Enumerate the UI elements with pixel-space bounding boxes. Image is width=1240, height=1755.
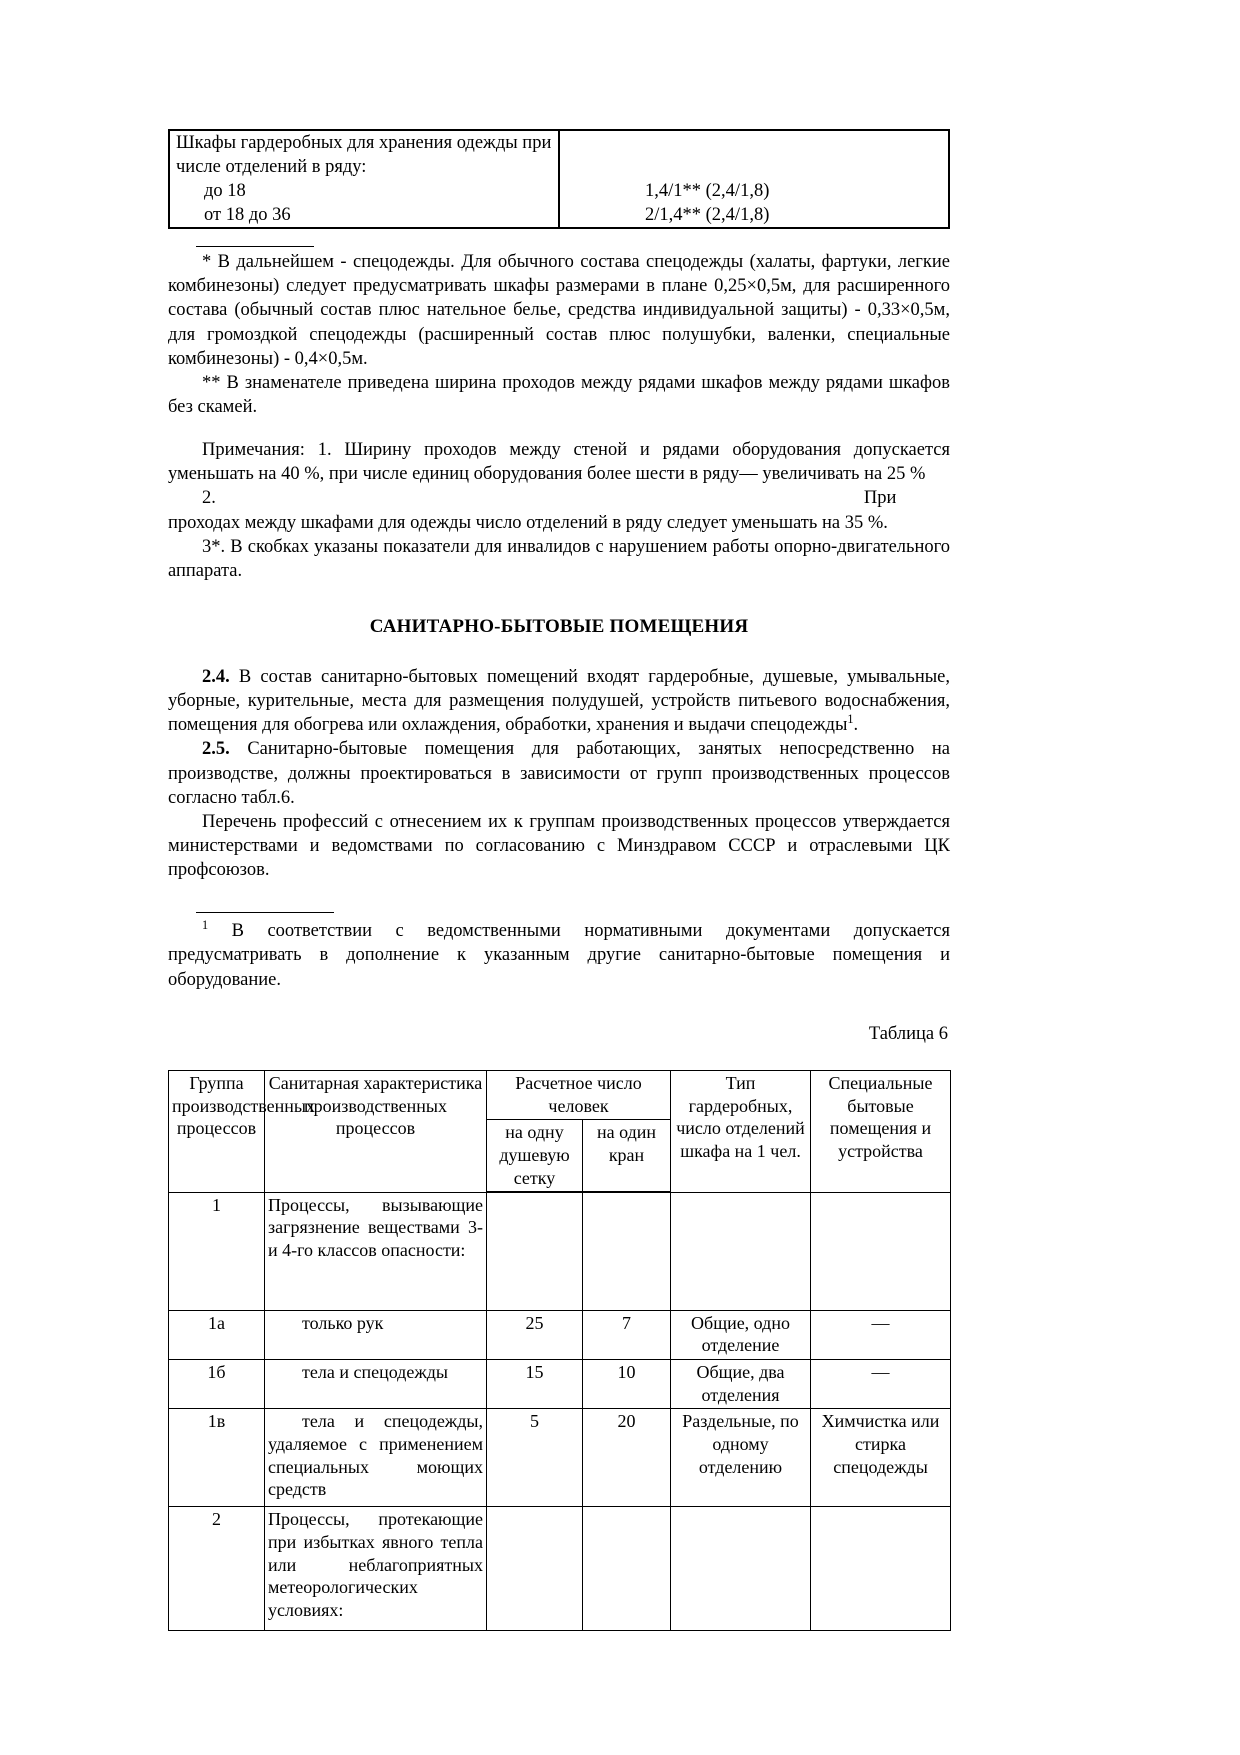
spacer — [168, 419, 950, 438]
clause-2-4-end: . — [853, 715, 859, 736]
header-shower: на одну душевую сетку — [487, 1120, 583, 1193]
cell-shower: 25 — [487, 1310, 583, 1359]
wardrobe-value-cell — [559, 130, 949, 179]
footnote-single-star: * В дальнейшем - спецодежды. Для обычного состава спецодежды (халаты, фартуки, легкие комбинезоны) следует предусматривать шкафы размерами в плане 0,25×0,5м, для расширенного состава (обычный состав плюс нательное белье, средства индивидуальной защиты) - 0,33×0,5м, для громоздкой спецодежды (расширенный состав плюс полушубки, валенки, специальные комбинезоны) - 0,4×0,5м. — [168, 252, 950, 369]
cell-special — [811, 1507, 951, 1631]
table6 — [168, 1070, 951, 1632]
table-row — [169, 1192, 951, 1310]
table-row — [169, 1409, 951, 1507]
cell-tap: 7 — [583, 1310, 671, 1359]
table-row — [169, 203, 949, 228]
header-characteristic: Санитарная характеристика производственных процессов — [265, 1070, 487, 1192]
table6-wrapper — [168, 1070, 950, 1632]
page-content — [168, 0, 950, 1631]
cell-wardrobe-type — [671, 1507, 811, 1631]
clause-2-4-text: В состав санитарно-бытовых помещений входят гардеробные, душевые, умывальные, уборные, курительные, места для размещения полудушей, устройств питьевого водоснабжения, помещения для обогрева или охлаждения, обработки, хранения и выдачи спецодежды — [168, 667, 950, 736]
spacer — [168, 992, 950, 1022]
cell-characteristic: только рук — [265, 1310, 487, 1359]
up-to-18-label: до 18 — [204, 181, 246, 202]
from-18-to-36-label: от 18 до 36 — [204, 205, 291, 226]
table-row — [169, 179, 949, 203]
cell-special: — — [811, 1360, 951, 1409]
clause-2-5-text: Санитарно-бытовые помещения для работающих, занятых непосредственно на производстве, должны проектироваться в зависимости от групп производственных процессов согласно табл.6. — [168, 739, 950, 808]
up-to-18-value: 1,4/1** (2,4/1,8) — [559, 179, 949, 203]
cell-tap: 20 — [583, 1409, 671, 1507]
cell-wardrobe-type: Раздельные, по одному отделению — [671, 1409, 811, 1507]
table6-header-row-1 — [169, 1070, 951, 1119]
note-2-number: 2. — [202, 488, 216, 509]
header-wardrobe-type: Тип гардеробных, число отделений шкафа на 1 чел. — [671, 1070, 811, 1192]
cell-group: 1в — [169, 1409, 265, 1507]
table-row — [169, 1310, 951, 1359]
table-row — [169, 1507, 951, 1631]
header-tap: на один кран — [583, 1120, 671, 1193]
cell-wardrobe-type — [671, 1192, 811, 1310]
cell-group: 2 — [169, 1507, 265, 1631]
up-to-18-label-cell — [169, 179, 559, 203]
page-footnote-rule — [196, 912, 334, 913]
cell-shower: 5 — [487, 1409, 583, 1507]
cell-shower: 15 — [487, 1360, 583, 1409]
cell-shower — [487, 1507, 583, 1631]
cell-characteristic-text: Процессы, вызывающие загрязнение веществами 3- и 4-го классов опасности: — [268, 1194, 483, 1261]
wardrobe-label-cell: Шкафы гардеробных для хранения одежды при числе отделений в ряду: — [169, 130, 559, 179]
page-footnote-marker: 1 — [202, 918, 209, 933]
page-footnote — [168, 919, 950, 991]
cell-shower — [487, 1192, 583, 1310]
clause-2-5 — [168, 737, 950, 809]
clause-2-5-number: 2.5. — [202, 739, 230, 760]
spacer — [168, 882, 950, 912]
note-2-tail: При — [863, 488, 897, 509]
cell-characteristic: тела и спецодежды, удаляемое с применением специальных моющих средств — [265, 1409, 487, 1507]
clause-2-4-number: 2.4. — [202, 667, 230, 688]
note-3: 3*. В скобках указаны показатели для инвалидов с нарушением работы опорно-двигательного аппарата. — [168, 536, 950, 581]
cell-wardrobe-type: Общие, одно отделение — [671, 1310, 811, 1359]
cell-special — [811, 1192, 951, 1310]
cell-group: 1 — [169, 1192, 265, 1310]
header-people-span: Расчетное число человек — [487, 1070, 671, 1119]
footnote-double-star: ** В знаменателе приведена ширина проходов между рядами шкафов между рядами шкафов без скамей. — [168, 372, 950, 418]
clause-2-4 — [168, 665, 950, 737]
table6-body — [169, 1192, 951, 1631]
cell-group: 1а — [169, 1310, 265, 1359]
cell-special: — — [811, 1310, 951, 1359]
table-row — [169, 1360, 951, 1409]
cell-characteristic — [265, 1192, 487, 1310]
previous-table-fragment — [168, 129, 950, 229]
header-special: Специальные бытовые помещения и устройства — [811, 1070, 951, 1192]
table6-caption: Таблица 6 — [868, 1023, 948, 1044]
note-1: Примечания: 1. Ширину проходов между стеной и рядами оборудования допускается уменьшать на 40 %, при числе единиц оборудования более шести в ряду— увеличивать на 25 % — [168, 440, 950, 485]
cell-tap — [583, 1192, 671, 1310]
from-18-to-36-label-cell — [169, 203, 559, 228]
cell-group: 1б — [169, 1360, 265, 1409]
note-2-continuation: проходах между шкафами для одежды число отделений в ряду следует уменьшать на 35 %. — [168, 512, 888, 533]
cell-characteristic: Процессы, протекающие при избытках явного тепла или неблагоприятных метеорологических условиях: — [265, 1507, 487, 1631]
cell-characteristic: тела и спецодежды — [265, 1360, 487, 1409]
cell-tap: 10 — [583, 1360, 671, 1409]
paragraph-professions: Перечень профессий с отнесением их к группам производственных процессов утверждается министерствами и ведомствами по согласованию с Минздравом СССР и отраслевыми ЦК профсоюзов. — [168, 811, 950, 881]
from-18-to-36-value: 2/1,4** (2,4/1,8) — [559, 203, 949, 228]
note-2-line — [168, 486, 950, 510]
cell-tap — [583, 1507, 671, 1631]
header-group: Группа производственных процессов — [169, 1070, 265, 1192]
page-footnote-text: В соответствии с ведомственными нормативными документами допускается предусматривать в дополнение к указанным другие санитарно-бытовые помещения и оборудование. — [168, 921, 950, 990]
clause-2-4-footnote-marker: 1 — [847, 712, 854, 727]
cell-special: Химчистка или стирка спецодежды — [811, 1409, 951, 1507]
section-heading: САНИТАРНО-БЫТОВЫЕ ПОМЕЩЕНИЯ — [369, 616, 749, 638]
table-row — [169, 130, 949, 179]
cell-wardrobe-type: Общие, два отделения — [671, 1360, 811, 1409]
footnote-separator-rule — [196, 246, 314, 247]
